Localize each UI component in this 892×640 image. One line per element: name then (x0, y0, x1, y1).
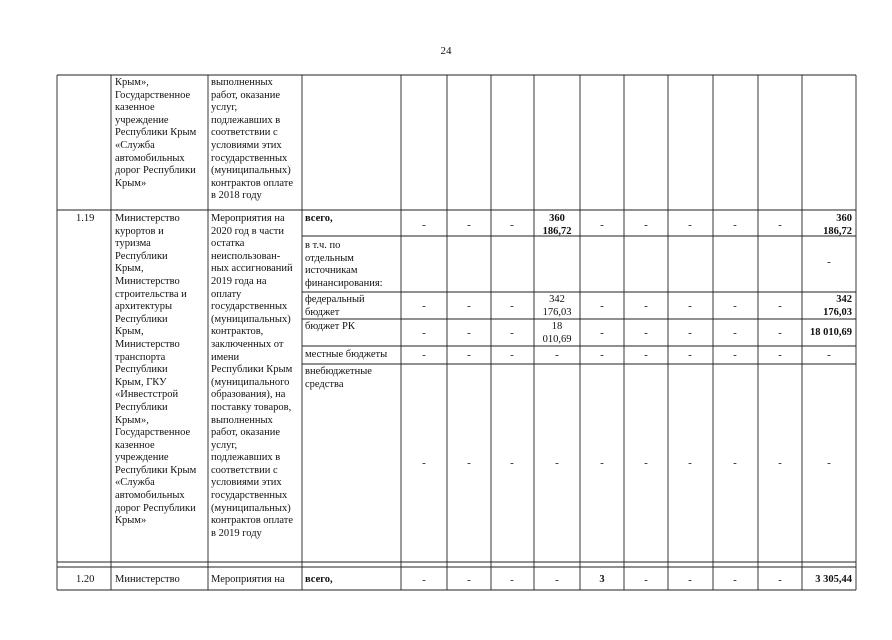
cell-dash: - (467, 300, 471, 312)
cell-dash: - (778, 300, 782, 312)
cell-dash: - (644, 574, 648, 586)
cell-dash: - (733, 327, 737, 339)
cell-dash: - (778, 574, 782, 586)
cell-dash: - (555, 457, 559, 469)
total-2020: 360 186,72 (542, 213, 572, 237)
cell-dash: - (778, 327, 782, 339)
cell-dash: - (644, 457, 648, 469)
cell-dash: - (422, 457, 426, 469)
cell-dash: - (733, 219, 737, 231)
cell-dash: - (644, 219, 648, 231)
source-rk: бюджет РК (305, 321, 355, 332)
cell-dash: - (778, 349, 782, 361)
cell-dash: - (688, 349, 692, 361)
y2021-value: 3 (599, 574, 605, 585)
source-federal: федеральный бюджет (305, 294, 365, 318)
cell-dash: - (422, 327, 426, 339)
source-by-sources: в т.ч. по отдельным источникам финансирования: (305, 240, 383, 289)
row-description: Мероприятия на (211, 574, 285, 585)
cell-dash: - (510, 327, 514, 339)
cell-dash: - (688, 457, 692, 469)
cell-dash: - (467, 457, 471, 469)
federal-2020: 342 176,03 (542, 294, 572, 318)
prev-responsible: Крым», Государственное казенное учреждение Республики Крым «Служба автомобильных дорог Республики Крым» (115, 77, 197, 189)
cell-dash: - (467, 349, 471, 361)
cell-dash: - (510, 219, 514, 231)
cell-dash: - (644, 300, 648, 312)
total-sum: 360 186,72 (823, 213, 852, 237)
cell-dash: - (422, 349, 426, 361)
sum-value: 3 305,44 (815, 574, 852, 585)
cell-dash: - (733, 349, 737, 361)
cell-dash: - (510, 574, 514, 586)
cell-dash: - (422, 574, 426, 586)
cell-dash: - (688, 300, 692, 312)
cell-dash: - (688, 219, 692, 231)
cell-dash: - (827, 457, 831, 469)
cell-dash: - (467, 327, 471, 339)
row-number: 1.20 (76, 574, 95, 585)
cell-dash: - (644, 349, 648, 361)
cell-dash: - (600, 219, 604, 231)
federal-sum: 342 176,03 (823, 294, 852, 318)
cell-dash: - (688, 327, 692, 339)
row-number: 1.19 (76, 213, 95, 224)
page-number: 24 (440, 45, 452, 57)
cell-dash: - (600, 457, 604, 469)
rk-2020: 18 010,69 (542, 321, 572, 345)
source-total: всего, (305, 574, 333, 585)
source-total: всего, (305, 213, 333, 224)
prev-description: выполненных работ, оказание услуг, подлежавших в соответствии с условиями этих государственных (муниципальных) контрактов оплате в 2018 году (211, 77, 294, 202)
cell-dash: - (422, 300, 426, 312)
cell-dash: - (733, 457, 737, 469)
cell-dash: - (778, 457, 782, 469)
cell-dash: - (827, 256, 831, 268)
source-extra: внебюджетные средства (305, 366, 372, 390)
cell-dash: - (688, 574, 692, 586)
cell-dash: - (733, 300, 737, 312)
cell-dash: - (422, 219, 426, 231)
cell-dash: - (510, 349, 514, 361)
cell-dash: - (600, 349, 604, 361)
cell-dash: - (778, 219, 782, 231)
row-responsible: Министерство (115, 574, 180, 585)
cell-dash: - (600, 300, 604, 312)
cell-dash: - (555, 574, 559, 586)
cell-dash: - (827, 349, 831, 361)
row-responsible: Министерство курортов и туризма Республики Крым, Министерство строительства и архитектуры Республики Крым, Министерство транспорта Республики Крым, ГКУ «Инвестстрой Республики Крым», Государственное казенное учреждение Республики Крым «Служба автомобильных дорог Республики Крым» (115, 213, 197, 527)
cell-dash: - (600, 327, 604, 339)
cell-dash: - (467, 574, 471, 586)
cell-dash: - (510, 457, 514, 469)
cell-dash: - (555, 349, 559, 361)
cell-dash: - (510, 300, 514, 312)
cell-dash: - (733, 574, 737, 586)
row-description: Мероприятия на 2020 год в части остатка неиспользован- ных ассигнований 2019 года на оплату государственных (муниципальных) контрактов, заключенных от имени Республики Крым (муниципального образования), на поставку товаров, выполненных работ, оказание услуг, подлежавших в соответствии с условиями этих государственных (муниципальных) контрактов оплате в 2019 году (211, 213, 294, 539)
cell-dash: - (644, 327, 648, 339)
cell-dash: - (467, 219, 471, 231)
rk-sum: 18 010,69 (810, 327, 852, 338)
source-local: местные бюджеты (305, 349, 388, 360)
